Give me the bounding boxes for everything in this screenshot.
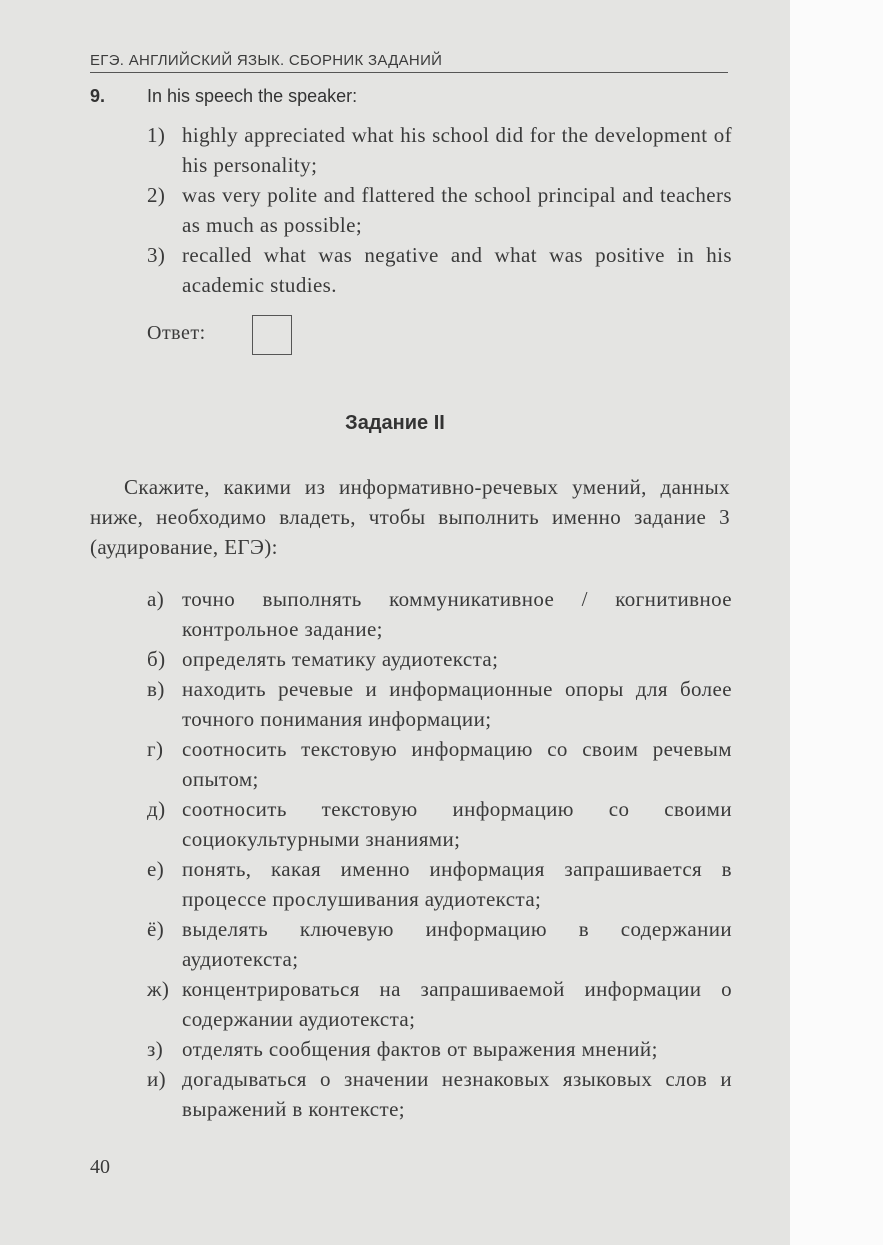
option-text: was very polite and flattered the school principal and teachers as much as possible; [182, 183, 732, 237]
skill-marker: е) [147, 857, 165, 881]
option-text: highly appreciated what his school did for the development of his personality; [182, 123, 732, 177]
skill-text: находить речевые и информационные опоры для более точного понимания информации; [182, 677, 732, 731]
skill-item [147, 794, 732, 854]
header-rule [90, 72, 728, 73]
skill-marker: д) [147, 797, 166, 821]
skill-item [147, 974, 732, 1034]
question-number: 9. [90, 86, 106, 106]
option-3 [147, 240, 732, 300]
option-marker: 2) [147, 183, 166, 207]
option-text: recalled what was negative and what was positive in his academic studies. [182, 243, 732, 297]
skill-item [147, 1034, 732, 1064]
skill-marker: и) [147, 1067, 167, 1091]
option-1 [147, 120, 732, 180]
question-stem: In his speech the speaker: [147, 86, 358, 106]
skill-item [147, 644, 732, 674]
skill-text: понять, какая именно информация запрашивается в процессе прослушивания аудиотекста; [182, 857, 732, 911]
skill-item [147, 584, 732, 644]
skill-marker: г) [147, 737, 164, 761]
answer-box[interactable] [252, 315, 292, 355]
answer-label: Ответ: [147, 322, 206, 344]
option-2 [147, 180, 732, 240]
answer-options [147, 120, 732, 300]
skill-text: отделять сообщения фактов от выражения мнений; [182, 1037, 658, 1061]
running-head: ЕГЭ. АНГЛИЙСКИЙ ЯЗЫК. СБОРНИК ЗАДАНИЙ [90, 52, 443, 69]
skill-marker: в) [147, 677, 165, 701]
page-number: 40 [90, 1156, 110, 1178]
option-marker: 3) [147, 243, 166, 267]
option-marker: 1) [147, 123, 166, 147]
skill-text: точно выполнять коммуникативное / когнитивное контрольное задание; [182, 587, 732, 641]
skill-text: соотносить текстовую информацию со своим речевым опытом; [182, 737, 732, 791]
skill-marker: з) [147, 1037, 164, 1061]
skill-item [147, 1064, 732, 1124]
section-intro: Скажите, какими из информативно-речевых умений, данных ниже, необходимо владеть, чтобы выполнить именно задание 3 (аудирование, ЕГЭ): [90, 475, 730, 559]
skills-list [147, 584, 732, 1124]
skill-item [147, 674, 732, 734]
skill-text: определять тематику аудиотекста; [182, 647, 499, 671]
skill-text: выделять ключевую информацию в содержании аудиотекста; [182, 917, 732, 971]
skill-item [147, 854, 732, 914]
skill-text: концентрироваться на запрашиваемой информации о содержании аудиотекста; [182, 977, 732, 1031]
skill-item [147, 914, 732, 974]
section-title: Задание II [345, 412, 445, 434]
skill-text: соотносить текстовую информацию со своими социокультурными знаниями; [182, 797, 732, 851]
skill-marker: а) [147, 587, 165, 611]
skill-item [147, 734, 732, 794]
skill-text: догадываться о значении незнаковых языковых слов и выражений в контексте; [182, 1067, 732, 1121]
skill-marker: ё) [147, 917, 165, 941]
scan-margin [790, 0, 883, 1245]
skill-marker: б) [147, 647, 166, 671]
skill-marker: ж) [147, 977, 170, 1001]
